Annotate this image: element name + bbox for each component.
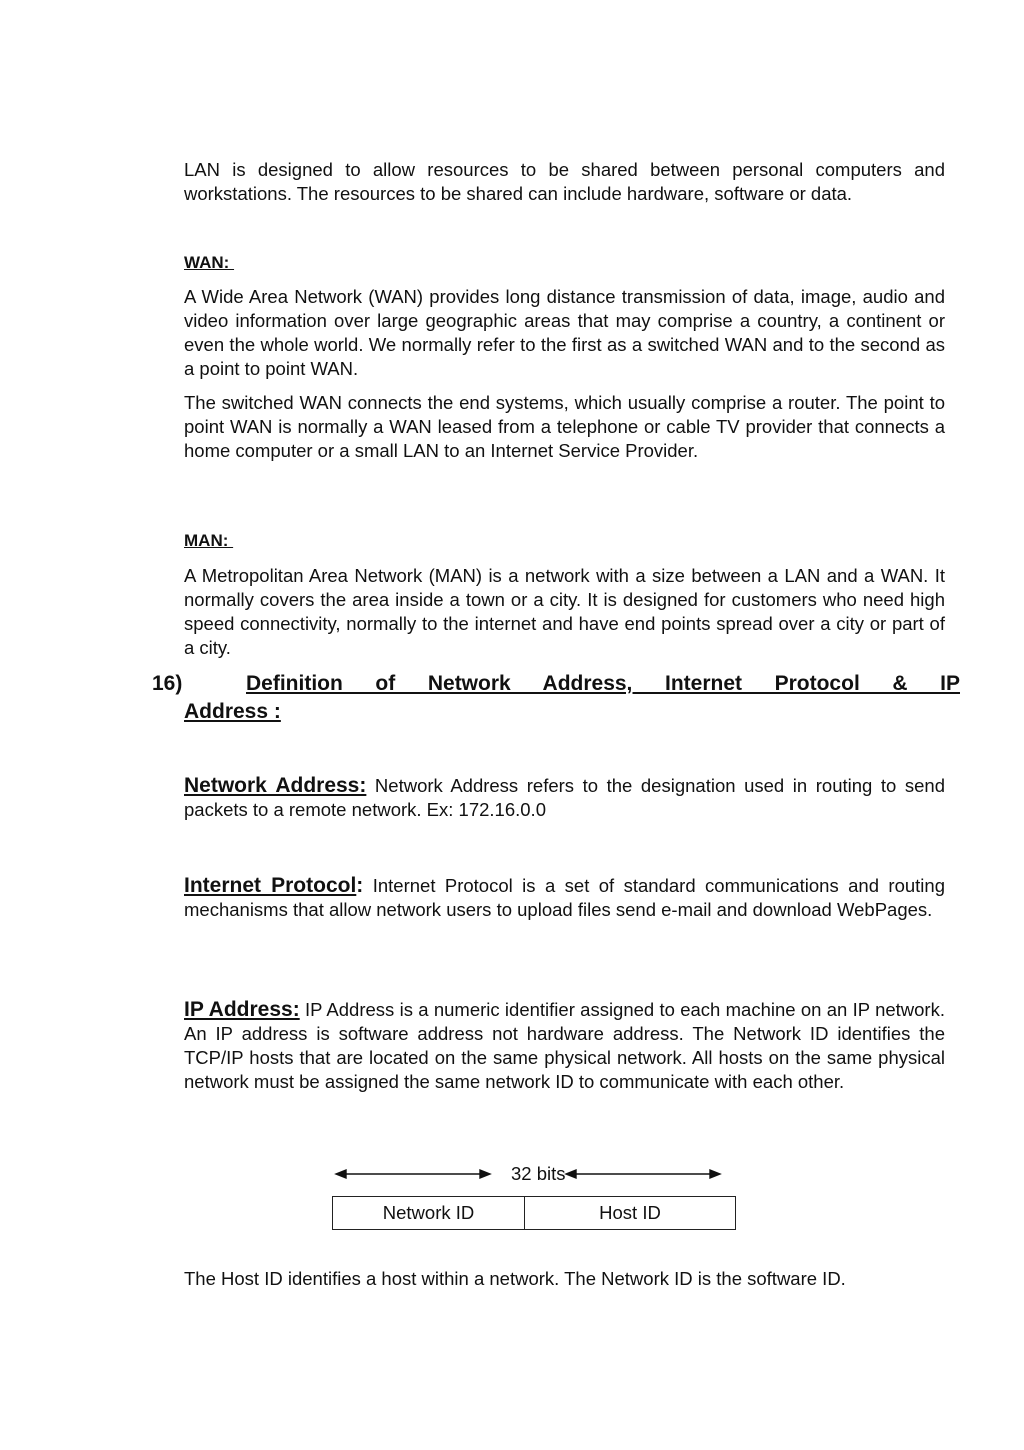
right-arrowhead-left xyxy=(566,1170,576,1178)
lan-paragraph: LAN is designed to allow resources to be shared between personal computers and workstations. The resources to be shared can include hardware, software or data. xyxy=(184,159,945,204)
left-arrowhead-left xyxy=(336,1170,346,1178)
section-title-line1: Definition of Network Address, Internet Protocol & IP xyxy=(246,672,960,695)
wan-heading: WAN: xyxy=(184,253,235,272)
internet-protocol-colon: : xyxy=(356,874,364,897)
network-address-text: Network Address refers to the designation used in routing to send packets to a remote network. Ex: 172.16.0.0 xyxy=(184,775,945,820)
wan-paragraph-1: A Wide Area Network (WAN) provides long distance transmission of data, image, audio and video information over large geographic areas that may comprise a country, a continent or even the whole world. We normally refer to the first as a switched WAN and to the second as a point to point WAN. xyxy=(184,286,945,379)
internet-protocol-paragraph xyxy=(184,874,945,922)
internet-protocol-text: Internet Protocol is a set of standard communications and routing mechanisms that allow network users to upload files send e-mail and download WebPages. xyxy=(184,875,945,920)
bits-label: 32 bits xyxy=(511,1163,566,1184)
right-arrowhead-right xyxy=(710,1170,720,1178)
closing-paragraph: The Host ID identifies a host within a network. The Network ID is the software ID. xyxy=(184,1268,846,1289)
network-address-term: Network Address: xyxy=(184,774,367,797)
ip-address-paragraph xyxy=(184,998,945,1094)
internet-protocol-term: Internet Protocol xyxy=(184,874,357,897)
host-id-cell: Host ID xyxy=(599,1202,661,1223)
man-paragraph: A Metropolitan Area Network (MAN) is a network with a size between a LAN and a WAN. It normally covers the area inside a town or a city. It is designed for customers who need high speed connectivity, normally to the internet and have end points spread over a city or part of a city. xyxy=(184,565,945,658)
ip-address-term: IP Address: xyxy=(184,998,300,1021)
ip-address-structure-table xyxy=(332,1196,736,1230)
network-id-cell: Network ID xyxy=(333,1197,525,1229)
ip-address-text: IP Address is a numeric identifier assigned to each machine on an IP network. An IP address is software address not hardware address. The Network ID identifies the TCP/IP hosts that are located on the same physical network. All hosts on the same physical network must be assigned the same network ID to communicate with each other. xyxy=(184,999,945,1092)
left-arrowhead-right xyxy=(480,1170,490,1178)
section-number: 16) xyxy=(152,672,183,695)
wan-paragraph-2: The switched WAN connects the end systems, which usually comprise a router. The point to point WAN is normally a WAN leased from a telephone or cable TV provider that connects a home computer or a small LAN to an Internet Service Provider. xyxy=(184,392,945,461)
section-title-line2: Address : xyxy=(184,700,281,723)
man-heading: MAN: xyxy=(184,531,234,550)
network-address-paragraph xyxy=(184,774,945,822)
